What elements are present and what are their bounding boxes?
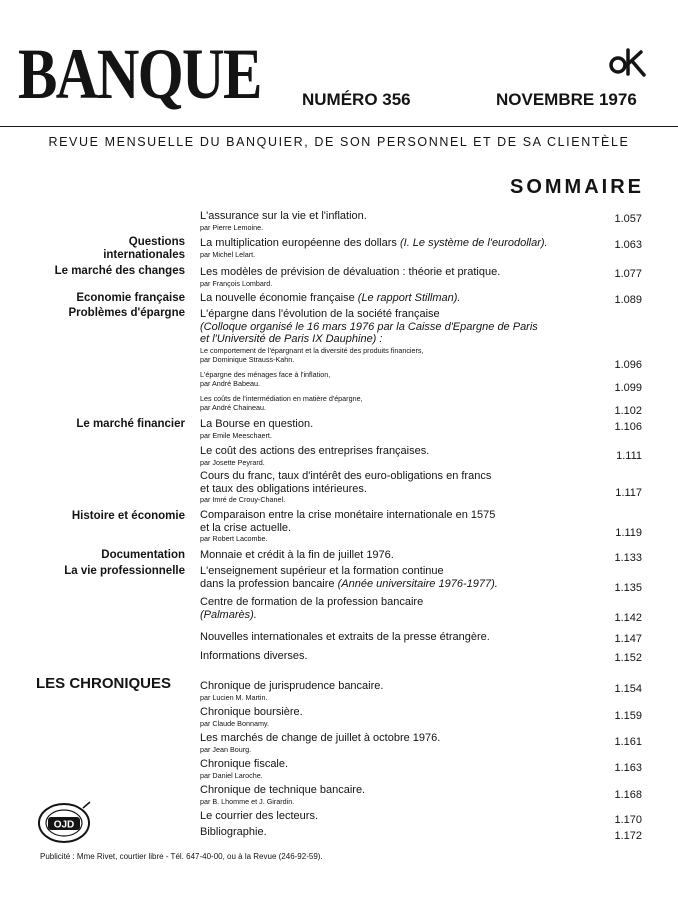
entry-author: par Imré de Crouy-Chanel. bbox=[200, 495, 286, 504]
section-questions: Questions bbox=[128, 236, 185, 248]
section-marche-financier: Le marché financier bbox=[76, 418, 185, 430]
entry-title: Les modèles de prévision de dévaluation : théorie et pratique. bbox=[200, 266, 501, 278]
entry-title: La multiplication européenne des dollars bbox=[200, 237, 397, 249]
page-number: 1.152 bbox=[614, 652, 642, 664]
entry-title: Bibliographie. bbox=[200, 826, 267, 838]
page-number: 1.119 bbox=[615, 527, 642, 539]
entry-author: par Jean Bourg. bbox=[200, 744, 252, 754]
page-number: 1.102 bbox=[614, 405, 642, 417]
entry-title: Le coût des actions des entreprises françaises. bbox=[200, 445, 430, 457]
toc-entry[interactable] bbox=[200, 470, 610, 504]
page-number: 1.106 bbox=[614, 421, 642, 433]
entry-title: Nouvelles internationales et extraits de la presse étrangère. bbox=[200, 631, 490, 643]
page-number: 1.089 bbox=[614, 294, 642, 306]
entry-author: par Claude Bonnamy. bbox=[200, 718, 269, 728]
section-chroniques: LES CHRONIQUES bbox=[36, 675, 172, 692]
toc-entry[interactable] bbox=[200, 308, 610, 412]
page-number: 1.172 bbox=[614, 830, 642, 842]
toc-entry[interactable] bbox=[200, 292, 610, 305]
entry-author: par André Chaineau. bbox=[200, 402, 266, 412]
entry-title: Chronique de jurisprudence bancaire. bbox=[200, 680, 384, 692]
page-number: 1.159 bbox=[614, 710, 642, 722]
entry-subtitle: et l'Université de Paris IX Dauphine) : bbox=[200, 333, 383, 345]
entry-title: La Bourse en question. bbox=[200, 418, 314, 430]
page-number: 1.111 bbox=[616, 450, 642, 462]
entry-author: par Dominique Strauss-Kahn. bbox=[200, 354, 295, 364]
entry-title: Monnaie et crédit à la fin de juillet 1976. bbox=[200, 549, 394, 561]
entry-title-line2: dans la profession bancaire bbox=[200, 577, 335, 590]
entry-author: par Michel Lelart. bbox=[200, 249, 256, 259]
entry-author: par Daniel Laroche. bbox=[200, 770, 263, 780]
toc-entry[interactable] bbox=[200, 418, 610, 440]
section-epargne: Problèmes d'épargne bbox=[68, 307, 185, 319]
entry-subtopic: Le comportement de l'épargnant et la diversité des produits financiers, bbox=[200, 345, 424, 355]
toc-entry[interactable] bbox=[200, 631, 610, 644]
entry-title: L'épargne dans l'évolution de la société française bbox=[200, 308, 440, 320]
entry-author: par Robert Lacombe. bbox=[200, 534, 268, 543]
tagline: REVUE MENSUELLE DU BANQUIER, DE SON PERSONNEL ET DE SA CLIENTÈLE bbox=[48, 135, 630, 149]
ojd-seal-icon bbox=[36, 800, 92, 851]
seal-text: OJD bbox=[53, 819, 75, 831]
entry-author: par Lucien M. Martin. bbox=[200, 692, 268, 702]
page-number: 1.154 bbox=[614, 683, 642, 695]
entry-title: L'assurance sur la vie et l'inflation. bbox=[200, 210, 367, 222]
entry-subtitle: (Palmarès). bbox=[200, 608, 257, 621]
entry-title: Comparaison entre la crise monétaire internationale en 1575 bbox=[200, 509, 496, 521]
toc-entry[interactable] bbox=[200, 565, 610, 590]
toc-entry[interactable] bbox=[200, 266, 610, 288]
issue-number: NUMÉRO 356 bbox=[302, 90, 411, 109]
entry-title-line2: et taux des obligations intérieures. bbox=[200, 482, 367, 495]
page-number: 1.057 bbox=[614, 213, 642, 225]
toc-entry[interactable] bbox=[200, 826, 610, 839]
toc-entry[interactable] bbox=[200, 549, 610, 562]
section-histoire: Histoire et économie bbox=[71, 510, 185, 522]
entry-title: Centre de formation de la profession bancaire bbox=[200, 596, 424, 608]
entry-subtitle: (Le rapport Stillman). bbox=[357, 292, 461, 304]
entry-title: Le courrier des lecteurs. bbox=[200, 810, 318, 822]
entry-author: par Josette Peyrard. bbox=[200, 457, 265, 467]
section-internationales: internationales bbox=[103, 249, 185, 261]
section-marche-changes: Le marché des changes bbox=[54, 265, 185, 277]
entry-title: Chronique de technique bancaire. bbox=[200, 784, 366, 796]
entry-title: Cours du franc, taux d'intérêt des euro-obligations en francs bbox=[200, 470, 492, 482]
toc-entry[interactable] bbox=[200, 445, 610, 467]
page-number: 1.161 bbox=[614, 736, 642, 748]
page-number: 1.163 bbox=[614, 762, 642, 774]
toc-entry[interactable] bbox=[200, 650, 610, 663]
entry-author: par François Lombard. bbox=[200, 278, 273, 288]
page-number: 1.133 bbox=[614, 552, 642, 564]
page-number: 1.142 bbox=[614, 612, 642, 624]
issue-date: NOVEMBRE 1976 bbox=[496, 90, 637, 109]
section-vie-pro: La vie professionnelle bbox=[64, 565, 185, 577]
entry-title-line2: et la crise actuelle. bbox=[200, 521, 292, 534]
header-divider bbox=[0, 126, 678, 127]
toc-entry[interactable] bbox=[200, 784, 610, 806]
page-number: 1.170 bbox=[614, 814, 642, 826]
page-number: 1.135 bbox=[614, 582, 642, 594]
page-number: 1.117 bbox=[615, 487, 642, 499]
entry-subtopic: L'épargne des ménages face à l'inflation, bbox=[200, 369, 331, 379]
entry-title: Chronique fiscale. bbox=[200, 758, 289, 770]
section-documentation: Documentation bbox=[101, 549, 185, 561]
section-economie: Economie française bbox=[76, 292, 185, 304]
toc-entry[interactable] bbox=[200, 509, 610, 543]
entry-subtitle: (Colloque organisé le 16 mars 1976 par la Caisse d'Epargne de Paris bbox=[200, 320, 538, 333]
toc-entry[interactable] bbox=[200, 680, 610, 702]
toc-entry[interactable] bbox=[200, 596, 610, 621]
page-number: 1.063 bbox=[614, 239, 642, 251]
page-number: 1.099 bbox=[614, 382, 642, 394]
entry-subtitle: (Année universitaire 1976-1977). bbox=[337, 577, 498, 590]
page-number: 1.077 bbox=[614, 268, 642, 280]
toc-entry[interactable] bbox=[200, 210, 610, 232]
entry-author: par Emile Meeschaert. bbox=[200, 430, 272, 440]
entry-title: Informations diverses. bbox=[200, 650, 308, 662]
entry-author: par B. Lhomme et J. Girardin. bbox=[200, 796, 295, 806]
journal-title: BANQUE bbox=[18, 34, 261, 114]
page-number: 1.168 bbox=[614, 789, 642, 801]
toc-entry[interactable] bbox=[200, 706, 610, 728]
ok-stamp-icon bbox=[608, 46, 648, 83]
toc-entry[interactable] bbox=[200, 810, 610, 823]
entry-subtopic: Les coûts de l'intermédiation en matière d'épargne, bbox=[200, 393, 363, 403]
footer-advertising: Publicité : Mme Rivet, courtier libre - Tél. 647-40-00, ou à la Revue (246-92-59). bbox=[40, 852, 323, 861]
entry-title: Chronique boursière. bbox=[200, 706, 303, 718]
entry-title: L'enseignement supérieur et la formation continue bbox=[200, 565, 444, 577]
sommaire-heading: SOMMAIRE bbox=[510, 176, 644, 198]
page-number: 1.147 bbox=[614, 633, 642, 645]
entry-title: Les marchés de change de juillet à octobre 1976. bbox=[200, 732, 441, 744]
toc-entry[interactable] bbox=[200, 237, 610, 259]
entry-title: La nouvelle économie française bbox=[200, 292, 355, 304]
entry-author: par Pierre Lemoine. bbox=[200, 222, 264, 232]
page-number: 1.096 bbox=[614, 359, 642, 371]
entry-author: par André Babeau. bbox=[200, 378, 260, 388]
entry-subtitle: (I. Le système de l'eurodollar). bbox=[399, 237, 548, 249]
toc-entry[interactable] bbox=[200, 732, 610, 754]
toc-entry[interactable] bbox=[200, 758, 610, 780]
